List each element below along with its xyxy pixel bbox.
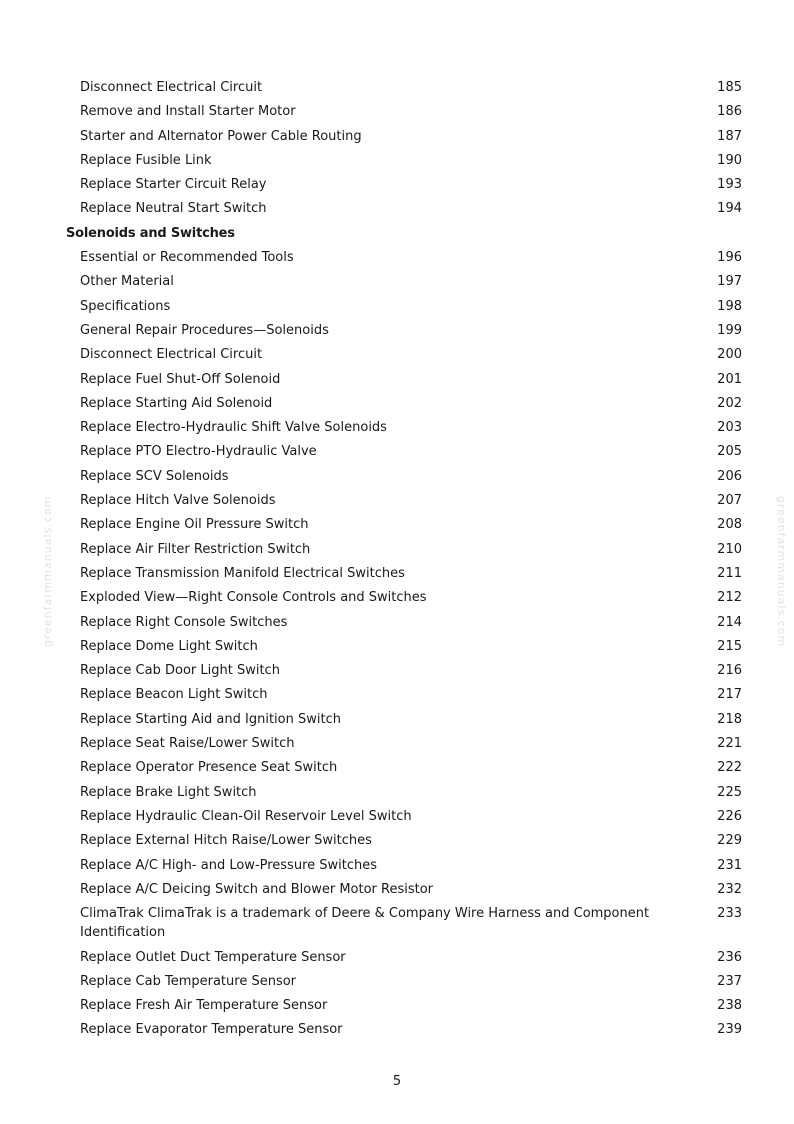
- toc-entry-title: Replace Transmission Manifold Electrical Switches: [80, 565, 405, 581]
- toc-entry-title: Replace Outlet Duct Temperature Sensor: [80, 949, 346, 965]
- toc-entry-title: Replace Hydraulic Clean-Oil Reservoir Level Switch: [80, 808, 412, 824]
- toc-entry-page: 217: [717, 687, 742, 703]
- toc-entry-title: ClimaTrak ClimaTrak is a trademark of Deere & Company Wire Harness and Component Identification: [80, 906, 650, 940]
- toc-entry-page: 212: [717, 590, 742, 606]
- toc-entry-page: 187: [717, 128, 742, 144]
- toc-entry-page: 218: [717, 711, 742, 727]
- toc-entry-page: 233: [717, 906, 742, 922]
- toc-entry-title: Replace A/C High- and Low-Pressure Switches: [80, 857, 378, 873]
- page-number: 5: [392, 1074, 402, 1089]
- toc-entry[interactable]: [0, 970, 794, 994]
- toc-entry-page: 194: [717, 201, 742, 217]
- toc-entry[interactable]: [0, 246, 794, 270]
- toc-entry-page: 211: [717, 565, 742, 581]
- toc-entry-page: 203: [717, 420, 742, 436]
- toc-entry[interactable]: [0, 562, 794, 586]
- toc-entry-title: Replace Hitch Valve Solenoids: [80, 493, 276, 509]
- toc-entry-title: Replace Dome Light Switch: [80, 638, 258, 654]
- toc-entry-title: Remove and Install Starter Motor: [80, 104, 296, 120]
- toc-entry-page: 231: [717, 857, 742, 873]
- toc-entry[interactable]: [0, 197, 794, 221]
- toc-entry[interactable]: [0, 319, 794, 343]
- toc-entry-title: Replace Air Filter Restriction Switch: [80, 541, 311, 557]
- toc-entry-title: Replace PTO Electro-Hydraulic Valve: [80, 444, 317, 460]
- toc-entry-page: 193: [717, 177, 742, 193]
- toc-entry-title: Replace Cab Door Light Switch: [80, 663, 280, 679]
- toc-entry-page: 225: [717, 784, 742, 800]
- toc-entry[interactable]: [0, 805, 794, 829]
- toc-entry-title: Disconnect Electrical Circuit: [80, 347, 263, 363]
- toc-entry[interactable]: [0, 125, 794, 149]
- toc-entry-title: Replace Neutral Start Switch: [80, 201, 267, 217]
- watermark-left: greenfarmmanuals.com: [41, 495, 55, 648]
- toc-entry-title: Replace SCV Solenoids: [80, 468, 229, 484]
- toc-entry-page: 200: [717, 347, 742, 363]
- section-heading: [0, 222, 794, 246]
- toc-entry[interactable]: [0, 465, 794, 489]
- toc-entry-title: Specifications: [80, 298, 171, 314]
- toc-entry-page: 215: [717, 638, 742, 654]
- toc-entry-page: 229: [717, 833, 742, 849]
- toc-entry-page: 238: [717, 998, 742, 1014]
- toc-entry[interactable]: [0, 994, 794, 1018]
- toc-entry-page: 198: [717, 298, 742, 314]
- toc-entry-title: Replace External Hitch Raise/Lower Switches: [80, 833, 372, 849]
- toc-entry-page: 221: [717, 736, 742, 752]
- toc-entry[interactable]: [0, 756, 794, 780]
- toc-entry[interactable]: [0, 878, 794, 902]
- toc-entry-page: 207: [717, 493, 742, 509]
- toc-entry-title: Replace Starting Aid and Ignition Switch: [80, 711, 341, 727]
- toc-entry-page: 222: [717, 760, 742, 776]
- toc-entry[interactable]: [0, 76, 794, 100]
- toc-entry-title: Exploded View—Right Console Controls and Switches: [80, 590, 427, 606]
- table-of-contents: [0, 76, 794, 1043]
- toc-entry[interactable]: [0, 854, 794, 878]
- toc-entry-title: Essential or Recommended Tools: [80, 250, 294, 266]
- toc-entry-title: Replace Cab Temperature Sensor: [80, 973, 297, 989]
- toc-entry-title: Replace Brake Light Switch: [80, 784, 257, 800]
- toc-entry-title: Replace Beacon Light Switch: [80, 687, 268, 703]
- toc-entry-page: 201: [717, 371, 742, 387]
- toc-entry[interactable]: [0, 489, 794, 513]
- toc-entry-title: Replace Fusible Link: [80, 152, 212, 168]
- toc-entry-page: 226: [717, 808, 742, 824]
- toc-entry-title: Replace Right Console Switches: [80, 614, 288, 630]
- toc-entry-title: Replace Seat Raise/Lower Switch: [80, 736, 295, 752]
- toc-entry[interactable]: [0, 732, 794, 756]
- toc-entry-page: 214: [717, 614, 742, 630]
- toc-entry-page: 232: [717, 881, 742, 897]
- toc-entry-page: 237: [717, 973, 742, 989]
- toc-entry[interactable]: [0, 368, 794, 392]
- toc-entry-page: 202: [717, 395, 742, 411]
- toc-entry-title: Starter and Alternator Power Cable Routing: [80, 128, 362, 144]
- toc-entry-page: 197: [717, 274, 742, 290]
- toc-entry-page: 216: [717, 663, 742, 679]
- toc-entry[interactable]: [0, 513, 794, 537]
- toc-entry-page: 196: [717, 250, 742, 266]
- toc-entry-title: Replace Operator Presence Seat Switch: [80, 760, 338, 776]
- toc-entry-page: 205: [717, 444, 742, 460]
- toc-entry[interactable]: [0, 440, 794, 464]
- toc-entry[interactable]: [0, 829, 794, 853]
- toc-entry[interactable]: [0, 586, 794, 610]
- toc-entry[interactable]: [0, 295, 794, 319]
- toc-entry[interactable]: [0, 538, 794, 562]
- toc-entry-page: 186: [717, 104, 742, 120]
- toc-entry[interactable]: [0, 416, 794, 440]
- toc-entry[interactable]: [0, 173, 794, 197]
- toc-entry-page: 199: [717, 322, 742, 338]
- toc-entry[interactable]: [0, 343, 794, 367]
- toc-entry-page: 236: [717, 949, 742, 965]
- toc-entry-title: Replace A/C Deicing Switch and Blower Motor Resistor: [80, 881, 434, 897]
- toc-entry-title: Replace Fresh Air Temperature Sensor: [80, 998, 328, 1014]
- toc-entry-title: Replace Engine Oil Pressure Switch: [80, 517, 309, 533]
- toc-entry[interactable]: [0, 659, 794, 683]
- toc-entry-page: 208: [717, 517, 742, 533]
- toc-entry[interactable]: [0, 270, 794, 294]
- toc-entry-title: Disconnect Electrical Circuit: [80, 80, 263, 95]
- toc-entry-title: General Repair Procedures—Solenoids: [80, 322, 329, 338]
- toc-entry[interactable]: [0, 100, 794, 124]
- toc-entry[interactable]: [0, 781, 794, 805]
- toc-entry[interactable]: [0, 611, 794, 635]
- toc-entry[interactable]: [0, 392, 794, 416]
- toc-entry-page: 239: [717, 1022, 742, 1038]
- toc-entry[interactable]: [0, 635, 794, 659]
- toc-entry[interactable]: [0, 149, 794, 173]
- toc-entry-page: 210: [717, 541, 742, 557]
- toc-entry[interactable]: [0, 902, 794, 946]
- toc-entry[interactable]: [0, 946, 794, 970]
- toc-entry[interactable]: [0, 708, 794, 732]
- watermark-right: greenfarmmanuals.com: [775, 495, 789, 648]
- toc-entry-page: 185: [717, 80, 742, 95]
- toc-entry-title: Replace Starting Aid Solenoid: [80, 395, 273, 411]
- toc-entry-title: Replace Evaporator Temperature Sensor: [80, 1022, 343, 1038]
- toc-entry-title: Replace Electro-Hydraulic Shift Valve Solenoids: [80, 420, 387, 436]
- toc-entry-title: Replace Fuel Shut-Off Solenoid: [80, 371, 281, 387]
- toc-entry-title: Replace Starter Circuit Relay: [80, 177, 267, 193]
- toc-entry[interactable]: [0, 1018, 794, 1042]
- toc-entry[interactable]: [0, 683, 794, 707]
- section-heading-title: Solenoids and Switches: [66, 225, 235, 241]
- toc-entry-title: Other Material: [80, 274, 174, 290]
- toc-entry-page: 206: [717, 468, 742, 484]
- toc-entry-page: 190: [717, 152, 742, 168]
